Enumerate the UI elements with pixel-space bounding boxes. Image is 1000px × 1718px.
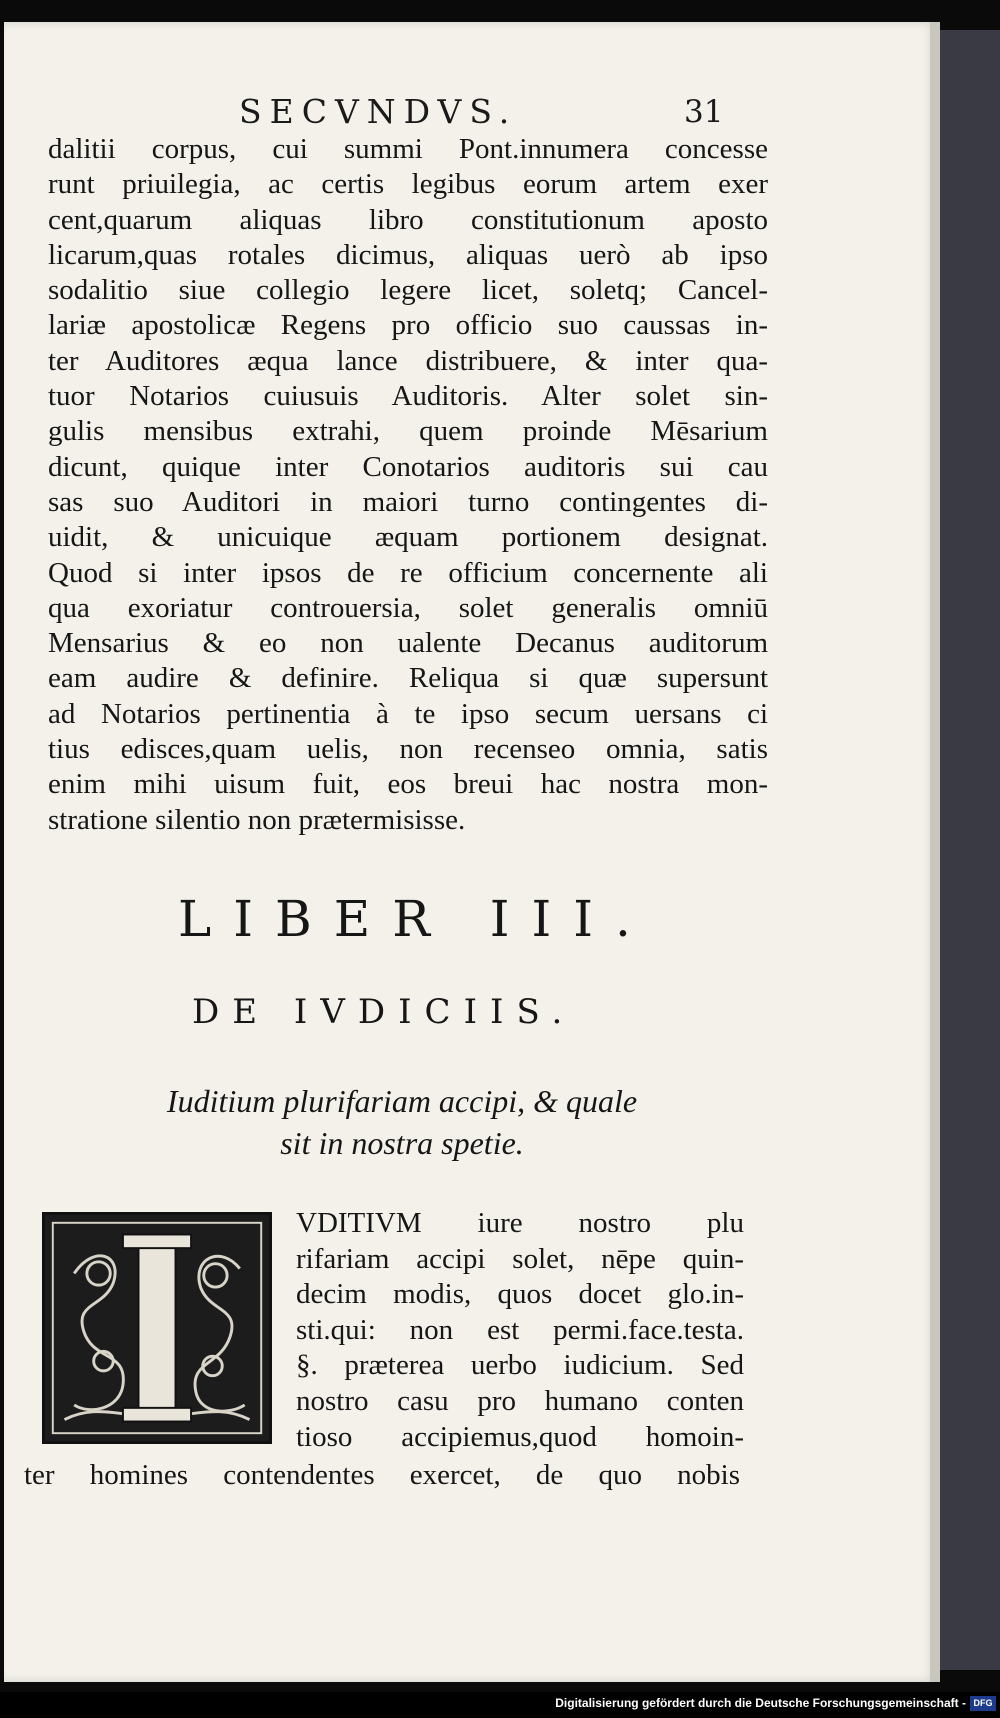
text-line: decim modis, quos docet glo.in- [296, 1278, 744, 1311]
text-line: sodalitio siue collegio legere licet, soletq; Cancel- [48, 274, 768, 307]
text-line: rifariam accipi solet, nēpe quin- [296, 1242, 744, 1275]
text-line: dalitii corpus, cui summi Pont.innumera concesse [48, 133, 768, 165]
floral-initial-icon [45, 1215, 269, 1441]
text-line: lariæ apostolicæ Regens pro officio suo caussas in- [48, 309, 768, 342]
text-line: ad Notarios pertinentia à te ipso secum uersans ci [48, 697, 768, 730]
text-line: qua exoriatur controuersia, solet generalis omniū [48, 591, 768, 624]
facing-page-edge [930, 30, 1000, 1670]
chapter-heading-line: Iuditium plurifariam accipi, & quale [166, 1083, 638, 1119]
page-fore-edge [930, 22, 940, 1682]
digitization-footer [0, 1692, 1000, 1718]
drop-cap-initial [42, 1212, 272, 1444]
book-title: LIBER III. [178, 890, 653, 948]
text-line: gulis mensibus extrahi, quem proinde Mēsarium [48, 415, 768, 448]
text-line: §. præterea uerbo iudicium. Sed [296, 1349, 744, 1382]
text-line: runt priuilegia, ac certis legibus eorum artem exer [48, 168, 768, 201]
body-paragraph [48, 132, 768, 838]
text-line: eam audire & definire. Reliqua si quæ supersunt [48, 662, 768, 695]
text-line: sas suo Auditori in maiori turno contingentes di- [48, 485, 768, 518]
text-line: nostro casu pro humano conten [296, 1384, 744, 1417]
text-line: tuor Notarios cuiusuis Auditoris. Alter solet sin- [48, 380, 768, 413]
running-title: SECVNDVS. [239, 92, 518, 131]
text-line: tius edisces,quam uelis, non recenseo omnia, satis [48, 733, 768, 766]
book-page [4, 22, 938, 1682]
text-line: licarum,quas rotales dicimus, aliquas uerò ab ipso [48, 238, 768, 271]
chapter-heading-line: sit in nostra spetie. [280, 1125, 524, 1161]
text-line: ter homines contendentes exercet, de quo nobis [24, 1459, 740, 1491]
text-line: dicunt, quique inter Conotarios auditoris sui cau [48, 450, 768, 483]
chapter-paragraph-beside-initial [296, 1206, 744, 1455]
text-line: Quod si inter ipsos de re officium concernente ali [48, 556, 768, 589]
text-line: cent,quarum aliquas libro constitutionum aposto [48, 203, 768, 236]
page-number: 31 [684, 94, 724, 130]
text-line-last: stratione silentio non prætermisisse. [48, 803, 466, 836]
text-line: ter Auditores æqua lance distribuere, & inter qua- [48, 344, 768, 377]
text-line: VDITIVM iure nostro plu [296, 1207, 744, 1239]
running-head [4, 92, 938, 136]
section-title: DE IVDICIIS. [192, 992, 576, 1032]
text-line: enim mihi uisum fuit, eos breui hac nostra mon- [48, 768, 768, 801]
chapter-paragraph-continued [24, 1458, 740, 1493]
text-line: uidit, & unicuique æquam portionem designat. [48, 521, 768, 554]
text-line: sti.qui: non est permi.face.testa. [296, 1313, 744, 1346]
dfg-logo: DFG [970, 1696, 996, 1711]
chapter-heading [122, 1080, 682, 1164]
text-line: tioso accipiemus,quod homoin- [296, 1420, 744, 1453]
funding-credit: Digitalisierung gefördert durch die Deutsche Forschungsgemeinschaft - [555, 1696, 966, 1710]
text-line: Mensarius & eo non ualente Decanus auditorum [48, 627, 768, 660]
